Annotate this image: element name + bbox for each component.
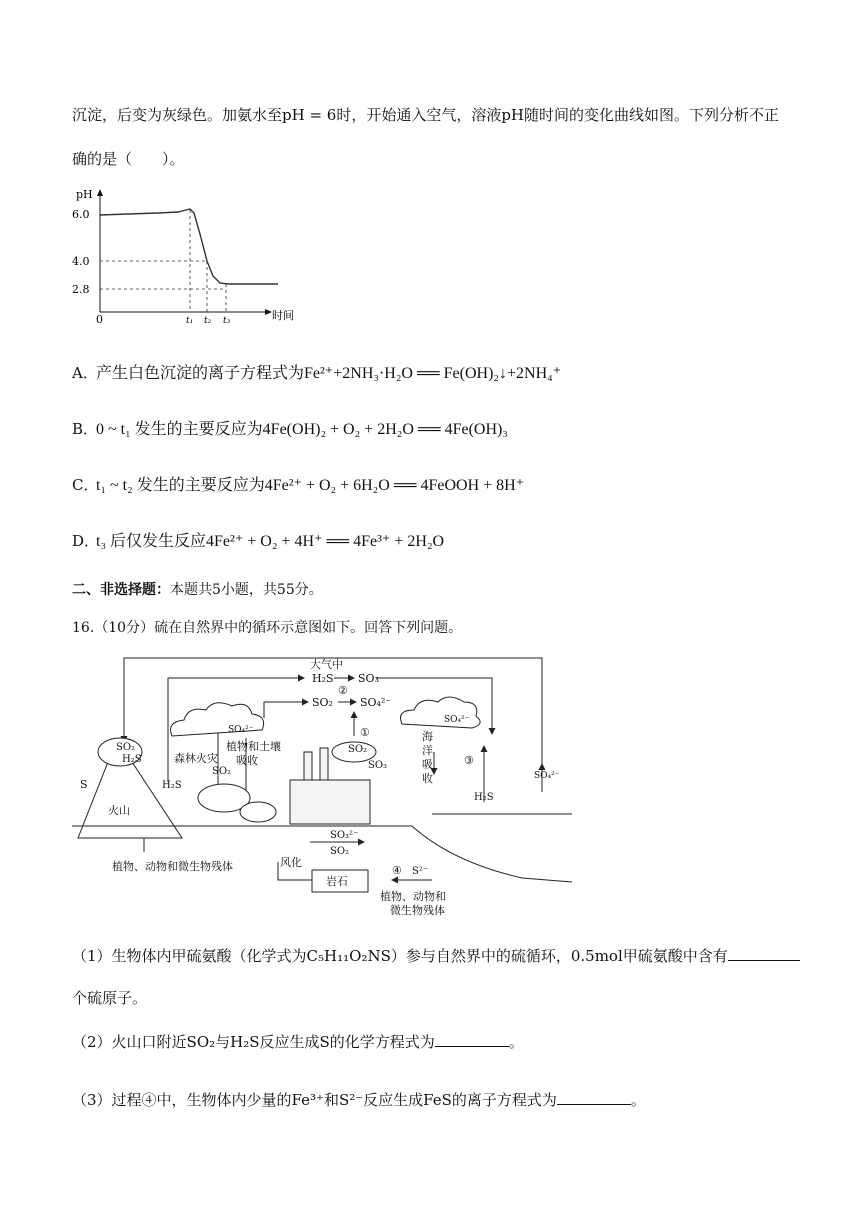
- x-axis-arrow: [265, 309, 272, 315]
- label-so3-top: SO₃: [358, 672, 379, 685]
- tree-2: [240, 802, 276, 822]
- option-d: [72, 528, 444, 551]
- sulfur-cycle-diagram: [72, 652, 582, 920]
- question-1-cont: 个硫原子。: [72, 989, 148, 1007]
- label-so3-ground: SO₃²⁻: [330, 830, 359, 841]
- question-3-text: （3）过程④中，生物体内少量的Fe³⁺和S²⁻反应生成FeS的离子方程式为: [72, 1091, 557, 1109]
- origin-label: 0: [96, 313, 103, 326]
- y-tick-6: 6.0: [72, 208, 90, 221]
- label-step-2: ②: [338, 684, 348, 697]
- label-so4-mid: SO₄²⁻: [360, 696, 392, 709]
- label-so4-cloud-right: SO₄²⁻: [444, 715, 470, 725]
- question-3-blank[interactable]: [557, 1090, 631, 1105]
- label-s2: S²⁻: [412, 866, 429, 877]
- y-axis-arrow: [97, 189, 103, 196]
- y-tick-28: 2.8: [72, 283, 90, 296]
- question-3-end: 。: [630, 1091, 646, 1109]
- label-ocean-3: 吸: [422, 758, 433, 771]
- question-2-end: 。: [508, 1033, 524, 1051]
- x-tick-t1: t₁: [186, 316, 194, 326]
- label-h2s-volcano: H₂S: [122, 754, 142, 765]
- label-step-1: ①: [360, 726, 370, 739]
- q16-stem: 16.（10分）硫在自然界中的循环示意图如下。回答下列问题。: [72, 620, 463, 636]
- section-2-title: 二、非选择题：: [72, 582, 170, 598]
- label-step-3: ③: [464, 754, 474, 767]
- option-b: [72, 416, 508, 439]
- option-b-label: B．: [72, 420, 99, 438]
- option-c-text: t₁ ~ t₂ 发生的主要反应为4Fe²⁺ + O₂ + 6H₂O ══ 4FeOOH + 8H⁺: [96, 477, 525, 494]
- option-a-label: A．: [72, 364, 98, 382]
- label-weathering: 风化: [280, 856, 302, 869]
- label-remains-right-1: 植物、动物和: [380, 890, 446, 903]
- intro-line-1: 沉淀，后变为灰绿色。加氨水至pH = 6时，开始通入空气，溶液pH随时间的变化曲线如图。下列分析不正: [72, 106, 780, 124]
- y-tick-4: 4.0: [72, 255, 90, 268]
- question-2-blank[interactable]: [435, 1032, 509, 1047]
- label-forest-fire: 森林火灾: [174, 752, 218, 765]
- label-so4-far-right: SO₄²⁻: [534, 771, 560, 781]
- label-so4-cloud-left: SO₄²⁻: [228, 725, 254, 735]
- x-tick-t3: t₃: [223, 316, 231, 326]
- y-axis-label: pH: [76, 188, 93, 201]
- x-axis-label: 时间: [272, 309, 294, 322]
- option-a-text: 产生白色沉淀的离子方程式为Fe²⁺+2NH₃·H₂O ══ Fe(OH)₂↓+2NH₄⁺: [96, 365, 562, 382]
- label-so3-factory: SO₃: [368, 760, 388, 771]
- label-so2-volcano: SO₂: [116, 742, 136, 753]
- intro-line-2: 确的是（ ）。: [72, 150, 185, 168]
- label-so2-mid: SO₂: [312, 696, 333, 709]
- label-so2-factory: SO₂: [348, 744, 368, 755]
- label-so2-forest: SO₂: [212, 766, 232, 777]
- factory-building: [290, 780, 370, 824]
- option-d-text: t₃ 后仅发生反应4Fe²⁺ + O₂ + 4H⁺ ══ 4Fe³⁺ + 2H₂O: [96, 533, 445, 550]
- section-2-desc: 本题共5小题，共55分。: [170, 582, 323, 598]
- question-2-text: （2）火山口附近SO₂与H₂S反应生成S的化学方程式为: [72, 1033, 435, 1051]
- option-b-text: 0 ~ t₁ 发生的主要反应为4Fe(OH)₂ + O₂ + 2H₂O ══ 4Fe(OH)₃: [96, 421, 508, 438]
- x-tick-t2: t₂: [204, 316, 212, 326]
- factory-chimney-1: [304, 752, 312, 780]
- option-c-label: C．: [72, 476, 99, 494]
- label-h2s-right: H₂S: [474, 792, 494, 803]
- label-so2-ground: SO₂: [330, 846, 350, 857]
- sea-floor: [412, 826, 572, 882]
- option-a: [72, 360, 561, 383]
- section-2-heading: [72, 579, 323, 599]
- arrow-plants-so2: [264, 702, 308, 718]
- option-d-label: D．: [72, 532, 100, 550]
- factory-chimney-2: [320, 748, 328, 780]
- label-absorb: 吸收: [236, 754, 258, 767]
- volcano-shape: [78, 762, 182, 838]
- ph-curve: [100, 209, 278, 284]
- question-2: [72, 1031, 524, 1052]
- label-s: S: [80, 778, 88, 791]
- label-h2s-top: H₂S: [312, 672, 334, 685]
- label-ocean-1: 海: [422, 730, 433, 743]
- label-remains-right-2: 微生物残体: [390, 904, 445, 917]
- label-h2s-left: H₂S: [162, 780, 182, 791]
- label-rock: 岩石: [326, 875, 348, 888]
- label-ocean-4: 收: [422, 772, 433, 785]
- label-atmosphere: 大气中: [310, 658, 343, 671]
- question-1-text: （1）生物体内甲硫氨酸（化学式为C₅H₁₁O₂NS）参与自然界中的硫循环，0.5mol甲硫氨酸中含有: [72, 947, 728, 965]
- label-volcano: 火山: [108, 804, 130, 817]
- label-remains-left: 植物、动物和微生物残体: [112, 860, 233, 873]
- label-plant-soil: 植物和土壤: [226, 740, 281, 753]
- option-c: [72, 472, 524, 495]
- question-3: [72, 1089, 646, 1110]
- ph-time-chart: [68, 186, 308, 326]
- label-step-4: ④: [392, 864, 402, 877]
- question-1: [72, 945, 800, 966]
- label-ocean-2: 洋: [422, 744, 433, 757]
- question-1-blank[interactable]: [728, 946, 800, 961]
